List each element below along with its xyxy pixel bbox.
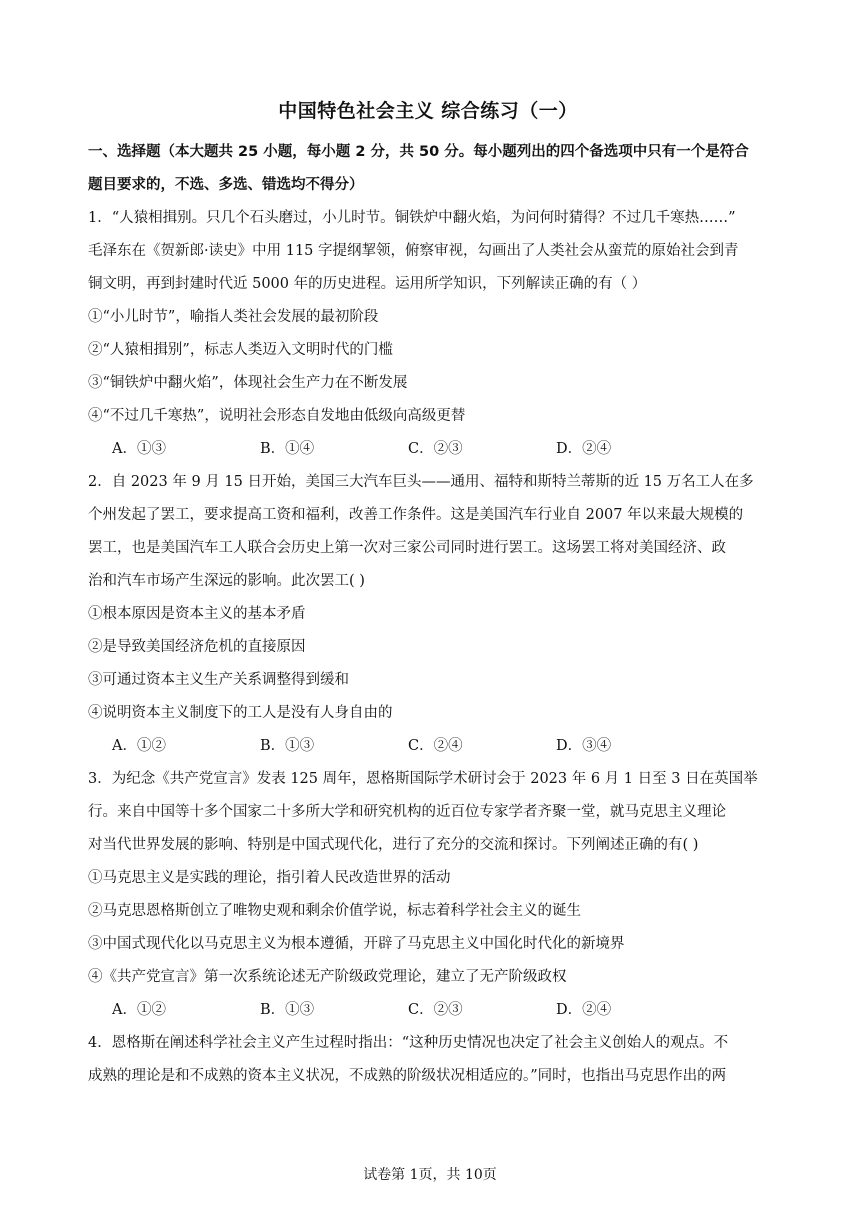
question-stem-line: 毛泽东在《贺新郎·读史》中用 115 字提纲挈领，俯察审视，勾画出了人类社会从蛮荒的原始社会到青 <box>88 243 739 259</box>
choice-a[interactable]: A．①② <box>112 738 166 754</box>
statement-option: ④“不过几千寒热”，说明社会形态自发地由低级向高级更替 <box>88 408 466 424</box>
question-stem-line: 治和汽车市场产生深远的影响。此次罢工( ) <box>88 573 365 589</box>
choice-d[interactable]: D．②④ <box>556 441 612 457</box>
choice-a[interactable]: A．①② <box>112 1002 166 1018</box>
answer-choices <box>88 433 768 466</box>
statement-option: ③可通过资本主义生产关系调整得到缓和 <box>88 672 349 688</box>
question-4 <box>88 1027 768 1093</box>
choice-a[interactable]: A．①③ <box>112 441 166 457</box>
choice-b[interactable]: B．①③ <box>260 1002 315 1018</box>
choice-c[interactable]: C．②④ <box>408 738 463 754</box>
question-stem-line: 4．恩格斯在阐述科学社会主义产生过程时指出：“这种历史情况也决定了社会主义创始人的观点。不 <box>88 1035 729 1051</box>
statement-option: ④《共产党宣言》第一次系统论述无产阶级政党理论，建立了无产阶级政权 <box>88 969 567 985</box>
choice-d[interactable]: D．③④ <box>556 738 612 754</box>
page-footer: 试卷第 1页，共 10页 <box>363 1167 497 1183</box>
choice-d[interactable]: D．②④ <box>556 1002 612 1018</box>
statement-option: ②“人猿相揖别”，标志人类迈入文明时代的门槛 <box>88 342 393 358</box>
choice-c[interactable]: C．②③ <box>408 441 463 457</box>
choice-b[interactable]: B．①④ <box>260 441 315 457</box>
question-stem-line: 1．“人猿相揖别。只几个石头磨过，小儿时节。铜铁炉中翻火焰，为问何时猜得？不过几千寒热……” <box>88 210 736 226</box>
statement-option: ③“铜铁炉中翻火焰”，体现社会生产力在不断发展 <box>88 375 408 391</box>
statement-option: ③中国式现代化以马克思主义为根本遵循，开辟了马克思主义中国化时代化的新境界 <box>88 936 625 952</box>
question-stem-line: 对当代世界发展的影响、特别是中国式现代化，进行了充分的交流和探讨。下列阐述正确的有( ) <box>88 837 699 853</box>
question-stem-line: 2．自 2023 年 9 月 15 日开始，美国三大汽车巨头——通用、福特和斯特兰蒂斯的近 15 万名工人在多 <box>88 474 754 490</box>
exam-page <box>88 96 768 1093</box>
statement-option: ④说明资本主义制度下的工人是没有人身自由的 <box>88 705 393 721</box>
choice-b[interactable]: B．①③ <box>260 738 315 754</box>
question-stem-line: 罢工，也是美国汽车工人联合会历史上第一次对三家公司同时进行罢工。这场罢工将对美国经济、政 <box>88 540 726 556</box>
page-title: 中国特色社会主义 综合练习（一） <box>278 100 578 122</box>
statement-option: ①“小儿时节”，喻指人类社会发展的最初阶段 <box>88 309 379 325</box>
statement-option: ①马克思主义是实践的理论，指引着人民改造世界的活动 <box>88 870 451 886</box>
section-heading-line: 一、选择题（本大题共 25 小题，每小题 2 分，共 50 分。每小题列出的四个备选项中只有一个是符合 <box>88 144 749 160</box>
question-stem-line: 铜文明，再到封建时代近 5000 年的历史进程。运用所学知识，下列解读正确的有（ ） <box>88 276 647 292</box>
answer-choices <box>88 730 768 763</box>
question-stem-line: 行。来自中国等十多个国家二十多所大学和研究机构的近百位专家学者齐聚一堂，就马克思主义理论 <box>88 804 726 820</box>
question-1 <box>88 202 768 466</box>
question-stem-line: 3．为纪念《共产党宣言》发表 125 周年，恩格斯国际学术研讨会于 2023 年 6 月 1 日至 3 日在英国举 <box>88 771 758 787</box>
question-stem-line: 成熟的理论是和不成熟的资本主义状况，不成熟的阶级状况相适应的。”同时，也指出马克思作出的两 <box>88 1068 727 1084</box>
answer-choices <box>88 994 768 1027</box>
section-heading <box>88 136 768 202</box>
choice-c[interactable]: C．②③ <box>408 1002 463 1018</box>
question-3 <box>88 763 768 1027</box>
statement-option: ②马克思恩格斯创立了唯物史观和剩余价值学说，标志着科学社会主义的诞生 <box>88 903 581 919</box>
statement-option: ②是导致美国经济危机的直接原因 <box>88 639 306 655</box>
section-heading-line: 题目要求的，不选、多选、错选均不得分） <box>88 177 364 193</box>
question-2 <box>88 466 768 763</box>
statement-option: ①根本原因是资本主义的基本矛盾 <box>88 606 306 622</box>
question-stem-line: 个州发起了罢工，要求提高工资和福利，改善工作条件。这是美国汽车行业自 2007 年以来最大规模的 <box>88 507 744 523</box>
